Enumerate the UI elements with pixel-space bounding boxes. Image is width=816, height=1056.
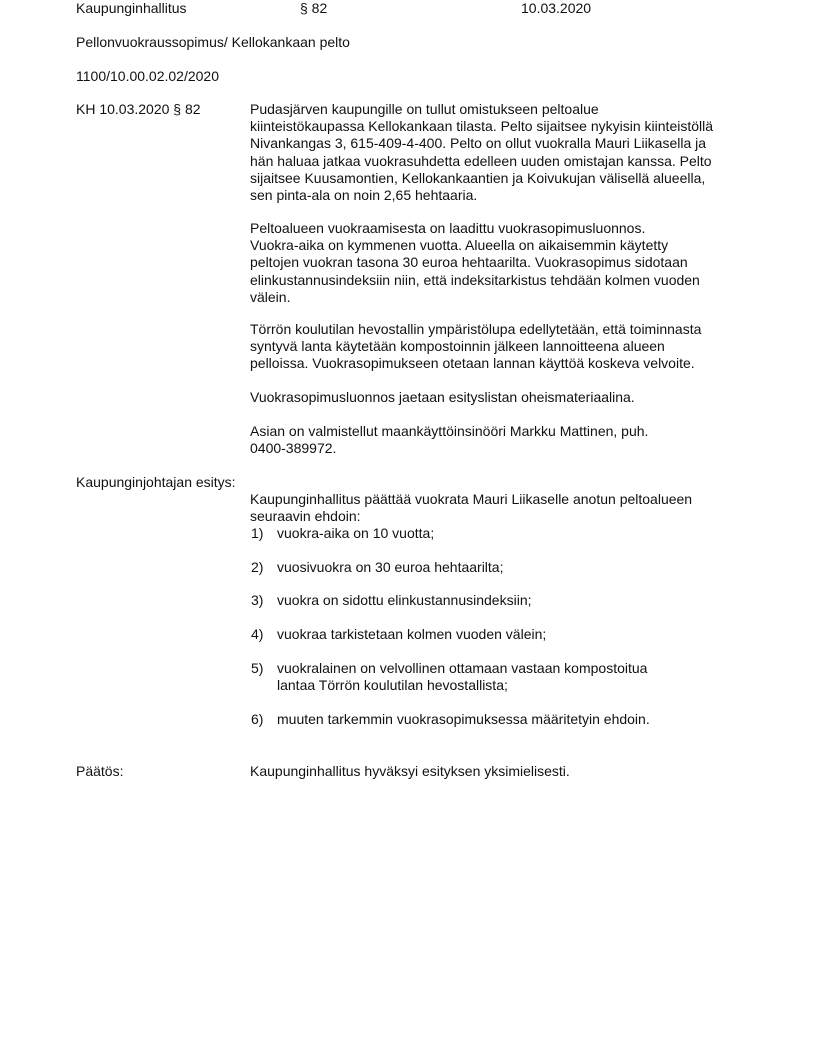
kh-label: KH 10.03.2020 § 82 <box>76 101 201 117</box>
list-item <box>251 592 532 609</box>
list-item-number: 3) <box>251 592 264 608</box>
list-item-number: 4) <box>251 626 264 642</box>
list-item <box>251 559 503 576</box>
list-item-text: vuosivuokra on 30 euroa hehtaarilta; <box>277 559 504 575</box>
list-item-number: 5) <box>251 660 264 676</box>
proposal-intro: Kaupunginhallitus päättää vuokrata Mauri Liikaselle anotun peltoalueen seuraavin ehdoin: <box>250 491 693 525</box>
list-item <box>251 626 546 643</box>
list-item-text: vuokra-aika on 10 vuotta; <box>277 525 435 541</box>
header-date: 10.03.2020 <box>521 0 592 16</box>
header-section: § 82 <box>300 0 328 16</box>
paragraph-4: Vuokrasopimusluonnos jaetaan esityslistan oheismateriaalina. <box>250 389 635 405</box>
list-item <box>251 660 647 694</box>
list-item-number: 1) <box>251 525 264 541</box>
header-body: Kaupunginhallitus <box>76 0 187 16</box>
decision-label: Päätös: <box>76 763 124 779</box>
list-item <box>251 525 434 542</box>
list-item-text: muuten tarkemmin vuokrasopimuksessa määritetyin ehdoin. <box>277 711 650 727</box>
list-item-number: 2) <box>251 559 264 575</box>
proposal-label: Kaupunginjohtajan esitys: <box>76 474 236 490</box>
paragraph-2: Peltoalueen vuokraamisesta on laadittu vuokrasopimusluonnos. Vuokra-aika on kymmenen vuotta. Alueella on aikaisemmin käytetty peltojen vuokran tasona 30 euroa hehtaarilta. Vuokrasopimus sidotaan elinkustannusindeksiin niin, että indeksitarkistus tehdään kolmen vuoden välein. <box>250 220 700 305</box>
record-id: 1100/10.00.02.02/2020 <box>76 68 219 84</box>
paragraph-5: Asian on valmistellut maankäyttöinsinööri Markku Mattinen, puh. 0400-389972. <box>250 423 649 457</box>
paragraph-3: Törrön koulutilan hevostallin ympäristölupa edellytetään, että toiminnasta syntyvä lanta käytetään kompostoinnin jälkeen lannoitteena alueen pelloissa. Vuokrasopimukseen otetaan lannan käyttöä koskeva velvoite. <box>250 321 702 372</box>
list-item-text: vuokraa tarkistetaan kolmen vuoden välein; <box>277 626 547 642</box>
list-item-text: vuokra on sidottu elinkustannusindeksiin; <box>277 592 532 608</box>
list-item <box>251 711 650 728</box>
list-item-number: 6) <box>251 711 264 727</box>
decision-text: Kaupunginhallitus hyväksyi esityksen yksimielisesti. <box>250 763 570 779</box>
list-item-text: vuokralainen on velvollinen ottamaan vastaan kompostoitua lantaa Törrön koulutilan hevostallista; <box>277 660 648 693</box>
paragraph-1: Pudasjärven kaupungille on tullut omistukseen peltoalue kiinteistökaupassa Kellokankaan tilasta. Pelto sijaitsee nykyisin kiinteistöllä Nivankangas 3, 615-409-4-400. Pelto on ollut vuokralla Mauri Liikasella ja hän haluaa jatkaa vuokrasuhdetta edelleen uuden omistajan kanssa. Pelto sijaitsee Kuusamontien, Kellokankaantien ja Koivukujan välisellä alueella, sen pinta-ala on noin 2,65 hehtaaria. <box>250 101 714 204</box>
document-title: Pellonvuokraussopimus/ Kellokankaan pelto <box>76 34 350 50</box>
